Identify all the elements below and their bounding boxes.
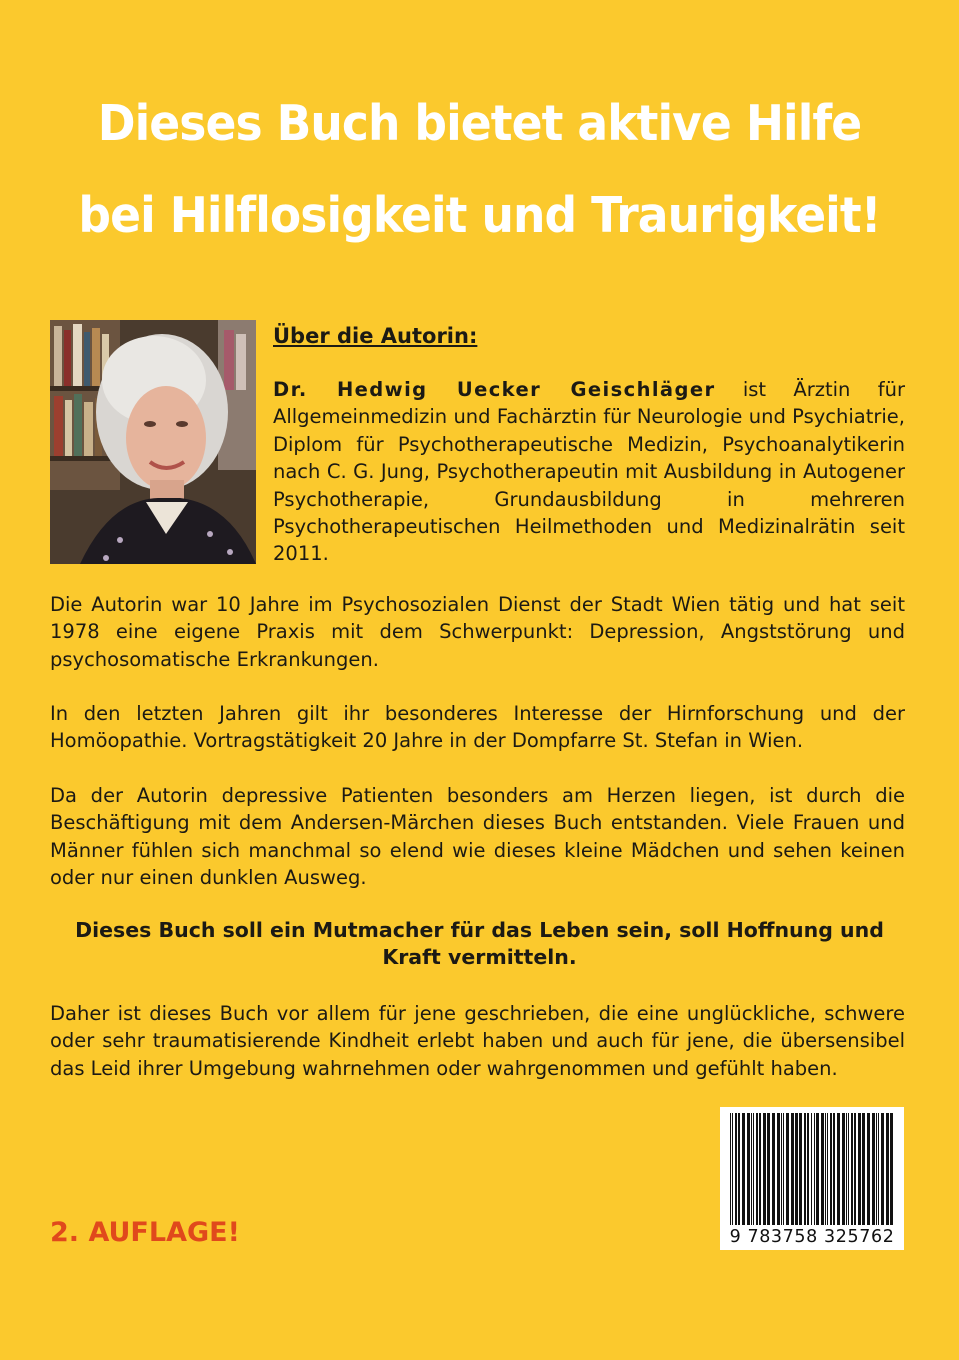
paragraph-origin: Da der Autorin depressive Patienten besonders am Herzen liegen, ist durch die Beschäftigung mit dem Andersen-Märchen dieses Buch entstanden. Viele Frauen und Männer fühlen sich manchmal so elend wie dieses kleine Mädchen und sehen keinen oder nur einen dunklen Ausweg. bbox=[50, 784, 905, 890]
isbn-number: 9 783758 325762 bbox=[729, 1227, 895, 1247]
barcode-bars bbox=[720, 1107, 904, 1227]
paragraph-interests: In den letzten Jahren gilt ihr besonderes Interesse der Hirnforschung und der Homöopathie. Vortragstätigkeit 20 Jahre in der Dompfarre St. Stefan in Wien. bbox=[50, 702, 905, 753]
author-bio-text: ist Ärztin für Allgemeinmedizin und Fachärztin für Neurologie und Psychiatrie, Diplom für Psychotherapeutische Medizin, Psychoanalytikerin nach C. G. Jung, Psychotherapeutin mit Ausbildung in Autogener Psychotherapie, Grundausbildung in mehreren Psychotherapeutischen Heilmethoden und Medizinalrätin seit 2011. bbox=[273, 378, 905, 566]
isbn-barcode bbox=[720, 1107, 904, 1250]
paragraph-highlight: Dieses Buch soll ein Mutmacher für das Leben sein, soll Hoffnung und Kraft vermitteln. bbox=[75, 918, 884, 969]
about-author-heading: Über die Autorin: bbox=[273, 324, 478, 348]
author-photo bbox=[50, 320, 256, 564]
paragraph-audience: Daher ist dieses Buch vor allem für jene geschrieben, die eine unglückliche, schwere oder sehr traumatisierende Kindheit erlebt haben und auch für jene, die übersensibel das Leid ihrer Umgebung wahrnehmen oder wahrgenommen und gefühlt haben. bbox=[50, 1002, 905, 1080]
paragraph-career: Die Autorin war 10 Jahre im Psychosozialen Dienst der Stadt Wien tätig und hat seit 1978 eine eigene Praxis mit dem Schwerpunkt: Depression, Angststörung und psychosomatische Erkrankungen. bbox=[50, 593, 905, 671]
edition-label: 2. AUFLAGE! bbox=[50, 1217, 240, 1248]
headline bbox=[34, 78, 926, 262]
headline-line-2: bei Hilflosigkeit und Traurigkeit! bbox=[78, 187, 881, 244]
author-bio bbox=[273, 376, 905, 568]
headline-line-1: Dieses Buch bietet aktive Hilfe bbox=[97, 95, 862, 152]
author-name: Dr. Hedwig Uecker Geischläger bbox=[273, 378, 716, 401]
